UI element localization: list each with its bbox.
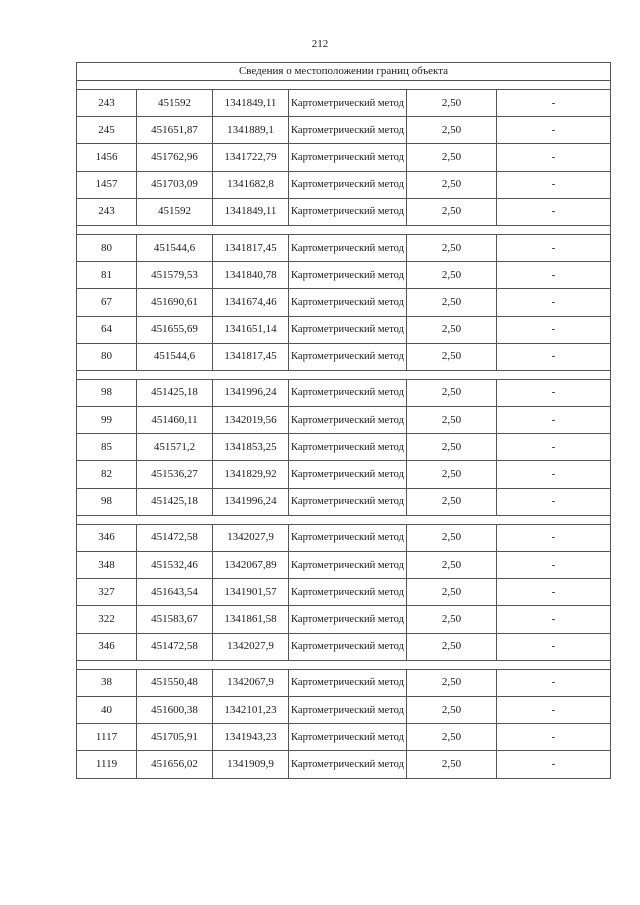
y-coordinate-cell: 1341682,8 [213, 171, 289, 198]
description-cell: - [497, 234, 611, 261]
x-coordinate-cell: 451583,67 [137, 606, 213, 633]
method-cell: Картометрический метод [289, 606, 407, 633]
table-row [77, 289, 611, 316]
accuracy-cell: 2,50 [407, 407, 497, 434]
description-cell: - [497, 579, 611, 606]
table-row [77, 316, 611, 343]
x-coordinate-cell: 451690,61 [137, 289, 213, 316]
method-cell: Картометрический метод [289, 234, 407, 261]
table-row [77, 379, 611, 406]
table-row [77, 669, 611, 696]
accuracy-cell: 2,50 [407, 379, 497, 406]
description-cell: - [497, 461, 611, 488]
method-cell: Картометрический метод [289, 289, 407, 316]
method-cell: Картометрический метод [289, 524, 407, 551]
x-coordinate-cell: 451579,53 [137, 262, 213, 289]
accuracy-cell: 2,50 [407, 343, 497, 370]
table-row [77, 171, 611, 198]
description-cell: - [497, 407, 611, 434]
y-coordinate-cell: 1341849,11 [213, 198, 289, 225]
method-cell: Картометрический метод [289, 751, 407, 778]
table-row [77, 90, 611, 117]
method-cell: Картометрический метод [289, 488, 407, 515]
accuracy-cell: 2,50 [407, 234, 497, 261]
point-number-cell: 243 [77, 198, 137, 225]
y-coordinate-cell: 1341817,45 [213, 343, 289, 370]
x-coordinate-cell: 451544,6 [137, 234, 213, 261]
x-coordinate-cell: 451544,6 [137, 343, 213, 370]
table-row [77, 579, 611, 606]
point-number-cell: 1457 [77, 171, 137, 198]
page-number: 212 [311, 38, 329, 50]
method-cell: Картометрический метод [289, 633, 407, 660]
description-cell: - [497, 552, 611, 579]
x-coordinate-cell: 451705,91 [137, 724, 213, 751]
point-number-cell: 1456 [77, 144, 137, 171]
y-coordinate-cell: 1341674,46 [213, 289, 289, 316]
description-cell: - [497, 262, 611, 289]
accuracy-cell: 2,50 [407, 171, 497, 198]
point-number-cell: 99 [77, 407, 137, 434]
accuracy-cell: 2,50 [407, 289, 497, 316]
description-cell: - [497, 144, 611, 171]
description-cell: - [497, 343, 611, 370]
method-cell: Картометрический метод [289, 696, 407, 723]
point-number-cell: 64 [77, 316, 137, 343]
description-cell: - [497, 316, 611, 343]
y-coordinate-cell: 1341996,24 [213, 488, 289, 515]
table-title: Сведения о местоположении границ объекта [77, 63, 611, 81]
y-coordinate-cell: 1342027,9 [213, 524, 289, 551]
point-number-cell: 40 [77, 696, 137, 723]
y-coordinate-cell: 1342027,9 [213, 633, 289, 660]
accuracy-cell: 2,50 [407, 262, 497, 289]
separator-cell [77, 370, 611, 379]
table-row [77, 524, 611, 551]
y-coordinate-cell: 1342067,9 [213, 669, 289, 696]
description-cell: - [497, 434, 611, 461]
table-row [77, 633, 611, 660]
description-cell: - [497, 669, 611, 696]
boundary-coordinates-table [76, 62, 611, 779]
description-cell: - [497, 606, 611, 633]
method-cell: Картометрический метод [289, 117, 407, 144]
description-cell: - [497, 171, 611, 198]
point-number-cell: 243 [77, 90, 137, 117]
y-coordinate-cell: 1341829,92 [213, 461, 289, 488]
point-number-cell: 346 [77, 524, 137, 551]
description-cell: - [497, 696, 611, 723]
point-number-cell: 80 [77, 234, 137, 261]
y-coordinate-cell: 1342019,56 [213, 407, 289, 434]
y-coordinate-cell: 1341909,9 [213, 751, 289, 778]
table-row [77, 198, 611, 225]
x-coordinate-cell: 451656,02 [137, 751, 213, 778]
y-coordinate-cell: 1342101,23 [213, 696, 289, 723]
accuracy-cell: 2,50 [407, 669, 497, 696]
y-coordinate-cell: 1341817,45 [213, 234, 289, 261]
x-coordinate-cell: 451600,38 [137, 696, 213, 723]
method-cell: Картометрический метод [289, 90, 407, 117]
method-cell: Картометрический метод [289, 262, 407, 289]
table-title-row [77, 63, 611, 81]
accuracy-cell: 2,50 [407, 524, 497, 551]
accuracy-cell: 2,50 [407, 696, 497, 723]
point-number-cell: 322 [77, 606, 137, 633]
y-coordinate-cell: 1341901,57 [213, 579, 289, 606]
accuracy-cell: 2,50 [407, 198, 497, 225]
x-coordinate-cell: 451571,2 [137, 434, 213, 461]
description-cell: - [497, 724, 611, 751]
point-number-cell: 98 [77, 488, 137, 515]
method-cell: Картометрический метод [289, 669, 407, 696]
accuracy-cell: 2,50 [407, 434, 497, 461]
x-coordinate-cell: 451762,96 [137, 144, 213, 171]
description-cell: - [497, 524, 611, 551]
accuracy-cell: 2,50 [407, 606, 497, 633]
accuracy-cell: 2,50 [407, 488, 497, 515]
description-cell: - [497, 289, 611, 316]
point-number-cell: 348 [77, 552, 137, 579]
method-cell: Картометрический метод [289, 171, 407, 198]
x-coordinate-cell: 451655,69 [137, 316, 213, 343]
y-coordinate-cell: 1341840,78 [213, 262, 289, 289]
x-coordinate-cell: 451536,27 [137, 461, 213, 488]
accuracy-cell: 2,50 [407, 316, 497, 343]
x-coordinate-cell: 451472,58 [137, 524, 213, 551]
method-cell: Картометрический метод [289, 579, 407, 606]
table-row [77, 117, 611, 144]
method-cell: Картометрический метод [289, 343, 407, 370]
method-cell: Картометрический метод [289, 434, 407, 461]
x-coordinate-cell: 451703,09 [137, 171, 213, 198]
method-cell: Картометрический метод [289, 198, 407, 225]
description-cell: - [497, 488, 611, 515]
accuracy-cell: 2,50 [407, 751, 497, 778]
table-row [77, 234, 611, 261]
accuracy-cell: 2,50 [407, 724, 497, 751]
x-coordinate-cell: 451472,58 [137, 633, 213, 660]
table-row [77, 696, 611, 723]
separator-cell [77, 515, 611, 524]
y-coordinate-cell: 1341943,23 [213, 724, 289, 751]
point-number-cell: 98 [77, 379, 137, 406]
group-separator-row [77, 81, 611, 90]
table-row [77, 606, 611, 633]
table-row [77, 434, 611, 461]
x-coordinate-cell: 451651,87 [137, 117, 213, 144]
point-number-cell: 85 [77, 434, 137, 461]
point-number-cell: 245 [77, 117, 137, 144]
table-row [77, 144, 611, 171]
point-number-cell: 80 [77, 343, 137, 370]
method-cell: Картометрический метод [289, 316, 407, 343]
y-coordinate-cell: 1341849,11 [213, 90, 289, 117]
method-cell: Картометрический метод [289, 144, 407, 171]
y-coordinate-cell: 1341651,14 [213, 316, 289, 343]
accuracy-cell: 2,50 [407, 552, 497, 579]
group-separator-row [77, 370, 611, 379]
x-coordinate-cell: 451592 [137, 198, 213, 225]
point-number-cell: 82 [77, 461, 137, 488]
point-number-cell: 38 [77, 669, 137, 696]
x-coordinate-cell: 451592 [137, 90, 213, 117]
y-coordinate-cell: 1341722,79 [213, 144, 289, 171]
y-coordinate-cell: 1341861,58 [213, 606, 289, 633]
method-cell: Картометрический метод [289, 724, 407, 751]
table-row [77, 262, 611, 289]
y-coordinate-cell: 1341889,1 [213, 117, 289, 144]
point-number-cell: 81 [77, 262, 137, 289]
point-number-cell: 67 [77, 289, 137, 316]
description-cell: - [497, 379, 611, 406]
accuracy-cell: 2,50 [407, 90, 497, 117]
description-cell: - [497, 117, 611, 144]
description-cell: - [497, 198, 611, 225]
method-cell: Картометрический метод [289, 552, 407, 579]
x-coordinate-cell: 451550,48 [137, 669, 213, 696]
table-row [77, 407, 611, 434]
accuracy-cell: 2,50 [407, 461, 497, 488]
y-coordinate-cell: 1342067,89 [213, 552, 289, 579]
table-row [77, 724, 611, 751]
y-coordinate-cell: 1341996,24 [213, 379, 289, 406]
table-row [77, 488, 611, 515]
point-number-cell: 327 [77, 579, 137, 606]
group-separator-row [77, 660, 611, 669]
method-cell: Картометрический метод [289, 461, 407, 488]
group-separator-row [77, 515, 611, 524]
point-number-cell: 1117 [77, 724, 137, 751]
separator-cell [77, 660, 611, 669]
accuracy-cell: 2,50 [407, 633, 497, 660]
table-row [77, 461, 611, 488]
table-row [77, 751, 611, 778]
method-cell: Картометрический метод [289, 407, 407, 434]
description-cell: - [497, 633, 611, 660]
description-cell: - [497, 90, 611, 117]
y-coordinate-cell: 1341853,25 [213, 434, 289, 461]
method-cell: Картометрический метод [289, 379, 407, 406]
accuracy-cell: 2,50 [407, 117, 497, 144]
point-number-cell: 346 [77, 633, 137, 660]
table-row [77, 552, 611, 579]
table-row [77, 343, 611, 370]
separator-cell [77, 81, 611, 90]
x-coordinate-cell: 451425,18 [137, 488, 213, 515]
x-coordinate-cell: 451425,18 [137, 379, 213, 406]
description-cell: - [497, 751, 611, 778]
x-coordinate-cell: 451643,54 [137, 579, 213, 606]
separator-cell [77, 225, 611, 234]
accuracy-cell: 2,50 [407, 144, 497, 171]
point-number-cell: 1119 [77, 751, 137, 778]
accuracy-cell: 2,50 [407, 579, 497, 606]
group-separator-row [77, 225, 611, 234]
x-coordinate-cell: 451532,46 [137, 552, 213, 579]
x-coordinate-cell: 451460,11 [137, 407, 213, 434]
